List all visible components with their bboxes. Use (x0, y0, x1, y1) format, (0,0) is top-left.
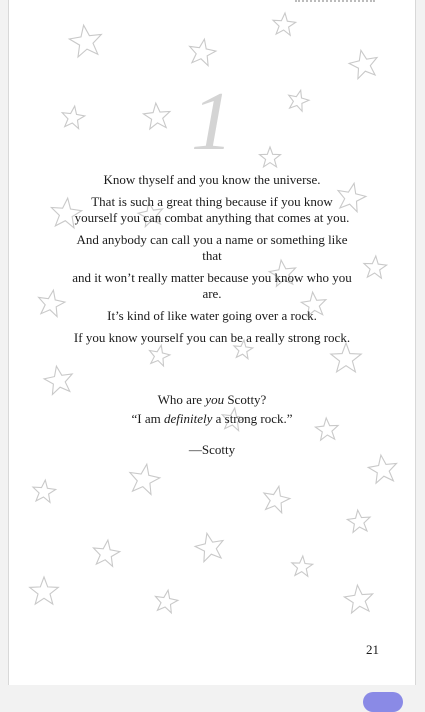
question-emphasis: you (205, 392, 225, 407)
dialogue (9, 390, 415, 428)
question-text-start: Who are (157, 392, 206, 407)
star-icon (155, 590, 178, 613)
star-icon (69, 25, 101, 57)
star-icon (347, 510, 370, 532)
chapter-number: 1 (191, 75, 233, 168)
poem-line: It’s kind of like water going over a rock. (107, 308, 317, 323)
poem-line: And anybody can call you a name or something like that (76, 232, 348, 263)
book-page (8, 0, 416, 685)
star-icon (39, 290, 65, 316)
dialogue-question (9, 390, 415, 409)
star-icon (349, 50, 377, 78)
question-text-end: Scotty? (224, 392, 267, 407)
star-icon (364, 256, 387, 278)
star-icon (195, 533, 223, 561)
star-icon (130, 464, 160, 494)
star-icon (190, 39, 216, 65)
corner-badge (363, 692, 403, 712)
star-icon (292, 556, 313, 576)
dialogue-answer (9, 409, 415, 428)
star-icon (368, 455, 396, 483)
star-icon (93, 540, 119, 566)
page-number: 21 (366, 642, 379, 657)
star-icon (30, 577, 59, 604)
poem-line: Know thyself and you know the universe. (103, 172, 321, 187)
answer-emphasis: definitely (163, 411, 213, 426)
poem-line: That is such a great thing because if you know yourself you can combat anything that comes at you. (74, 194, 350, 225)
poem (71, 172, 353, 352)
answer-text-end: a strong rock.” (212, 411, 293, 426)
star-icon (273, 13, 296, 35)
star-icon (264, 486, 290, 513)
star-icon (33, 480, 56, 502)
star-icon (344, 585, 372, 613)
answer-text-start: “I am (131, 411, 164, 426)
poem-line: and it won’t really matter because you know who you are. (72, 270, 352, 301)
attribution: —Scotty (188, 442, 236, 457)
poem-line: If you know yourself you can be a really strong rock. (73, 330, 351, 345)
